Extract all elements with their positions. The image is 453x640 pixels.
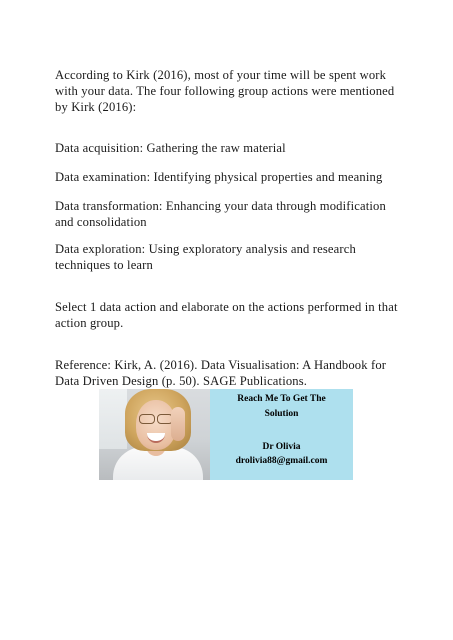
promo-subheadline: Solution [264, 409, 299, 419]
instruction-paragraph: Select 1 data action and elaborate on the actions performed in that action group. [55, 300, 398, 330]
promo-name: Dr Olivia [262, 442, 301, 452]
promo-banner [99, 389, 353, 480]
promo-email[interactable]: drolivia88@gmail.com [235, 456, 328, 466]
data-examination-paragraph: Data examination: Identifying physical properties and meaning [55, 170, 383, 184]
data-acquisition-paragraph: Data acquisition: Gathering the raw material [55, 141, 286, 155]
reference-paragraph: Reference: Kirk, A. (2016). Data Visualisation: A Handbook for Data Driven Design (p. 50). SAGE Publications. [55, 358, 387, 388]
intro-paragraph: According to Kirk (2016), most of your time will be spent work with your data. The four following group actions were mentioned by Kirk (2016): [55, 68, 395, 114]
photo-hand [171, 407, 185, 441]
photo-background-window [99, 389, 127, 449]
woman-photo [99, 389, 210, 480]
promo-text-box [210, 389, 353, 480]
data-exploration-paragraph: Data exploration: Using exploratory analysis and research techniques to learn [55, 242, 356, 272]
glasses-icon [139, 414, 173, 423]
data-transformation-paragraph: Data transformation: Enhancing your data through modification and consolidation [55, 199, 386, 229]
promo-headline: Reach Me To Get The [237, 394, 326, 404]
